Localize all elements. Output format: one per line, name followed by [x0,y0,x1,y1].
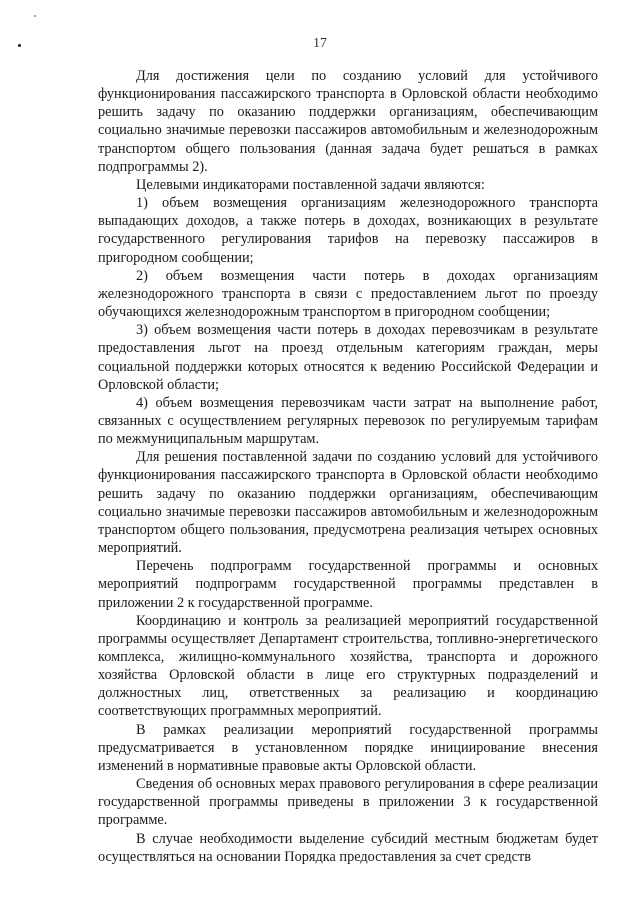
paragraph-subsidies: В случае необходимости выделение субсидий местным бюджетам будет осуществляться на основании Порядка предоставления за счет средств [98,830,598,865]
paragraph-indicator-1: 1) объем возмещения организациям железнодорожного транспорта выпадающих доходов, а также потерь в доходах, возникающих в результате государственного регулирования тарифов на перевозку пассажиров в пригородном сообщении; [98,195,598,266]
paragraph-indicator-2: 2) объем возмещения части потерь в доходах организациям железнодорожного транспорта в связи с предоставлением льгот по проезду обучающихся железнодорожным транспортом в пригородном сообщении; [98,267,598,321]
paragraph-regulatory-changes: В рамках реализации мероприятий государственной программы предусматривается в установленном порядке инициирование внесения изменений в нормативные правовые акты Орловской области. [98,721,598,774]
paragraph-indicators-intro: Целевыми индикаторами поставленной задачи являются: [136,176,485,193]
paragraph-coordination: Координацию и контроль за реализацией мероприятий государственной программы осуществляет Департамент строительства, топливно-энергетического комплекса, жилищно-коммунального хозяйства, транспорта и дорожного хозяйства Орловской области в лице его структурных подразделений и должностных лиц, ответственных за реализацию и координацию соответствующих программных мероприятий. [98,612,598,720]
paragraph-indicator-4: 4) объем возмещения перевозчикам части затрат на выполнение работ, связанных с осуществлением регулярных перевозок по регулируемым тарифам по межмуниципальным маршрутам. [98,394,598,448]
paragraph-subprograms-list: Перечень подпрограмм государственной программы и основных мероприятий подпрограмм государственной программы представлен в приложении 2 к государственной программе. [98,558,598,611]
paragraph-measures: Для решения поставленной задачи по созданию условий для устойчивого функционирования пассажирского транспорта в Орловской области необходимо решить задачу по оказанию поддержки организациям, обеспечивающим социально значимые перевозки пассажиров автомобильным и железнодорожным транспортом общего пользования, предусмотрена реализация четырех основных мероприятий. [98,449,598,557]
document-body [98,67,598,866]
paragraph-indicator-3: 3) объем возмещения части потерь в доходах перевозчикам в результате предоставления льгот на проезд отдельным категориям граждан, меры социальной поддержки которых относятся к ведению Российской Федерации и Орловской области; [98,322,598,393]
scan-speck [34,15,36,17]
page-number: 17 [313,36,327,51]
paragraph-legal-measures: Сведения об основных мерах правового регулирования в сфере реализации государственной программы приведены в приложении 3 к государственной программе. [98,776,598,829]
paragraph-goal: Для достижения цели по созданию условий для устойчивого функционирования пассажирского транспорта в Орловской области необходимо решить задачу по оказанию поддержки организациям, обеспечивающим социально значимые перевозки пассажиров автомобильным и железнодорожным транспортом общего пользования (данная задача будет решаться в рамках подпрограммы 2). [98,68,598,175]
